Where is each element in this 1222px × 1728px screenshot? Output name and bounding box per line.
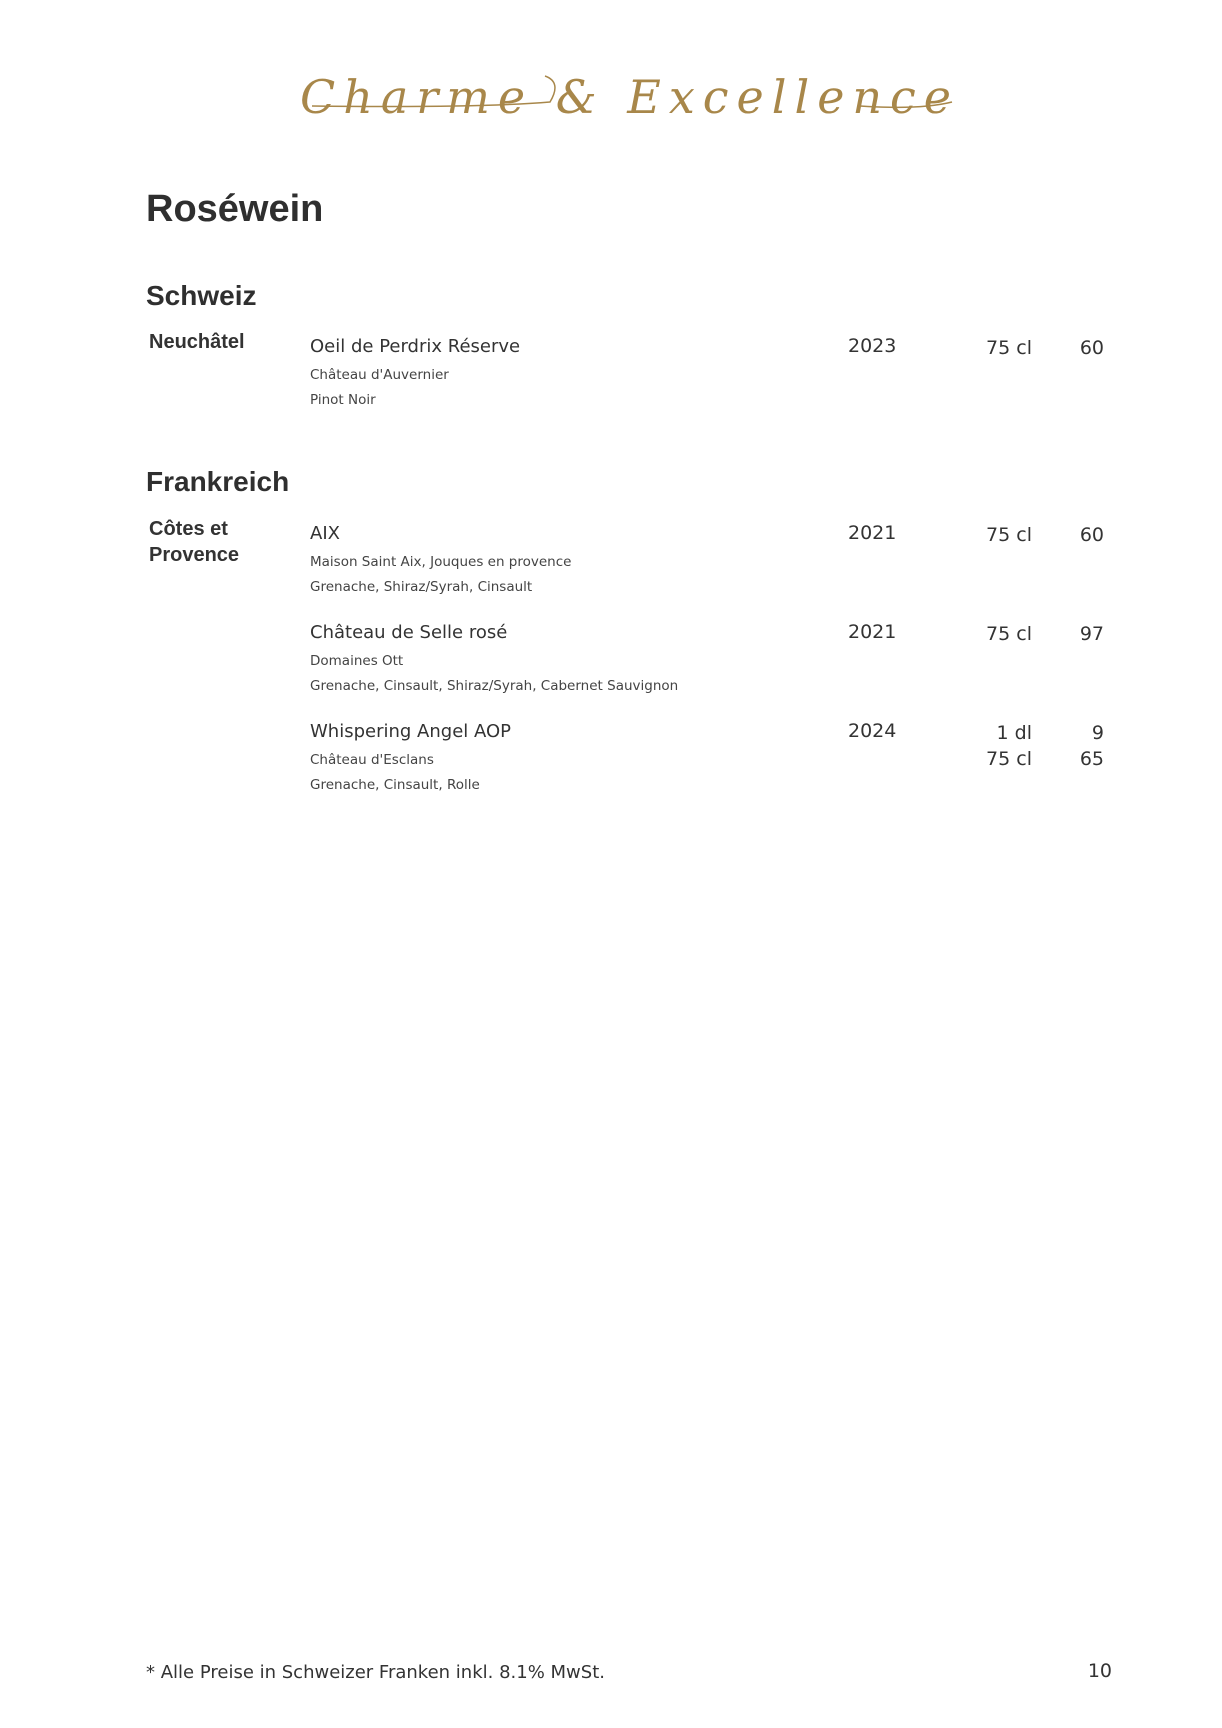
logo-text: Charme & Excellence	[300, 70, 960, 124]
country-heading: Schweiz	[146, 280, 257, 311]
wine-price: 9	[1091, 722, 1104, 744]
country-heading: Frankreich	[146, 466, 290, 497]
wine-price-column	[1080, 522, 1104, 548]
wine-year: 2021	[848, 621, 897, 643]
wine-size-column	[986, 720, 1032, 772]
wine-size: 1 dl	[996, 722, 1032, 744]
wine-year: 2024	[848, 720, 897, 742]
wine-size-column	[986, 522, 1032, 548]
wine-name: Château de Selle rosé	[310, 622, 508, 643]
wine-size-column	[986, 335, 1032, 361]
wine-price: 97	[1079, 623, 1104, 645]
wine-price-column	[1080, 621, 1104, 647]
wine-size: 75 cl	[986, 524, 1032, 546]
wine-size-column	[986, 621, 1032, 647]
wine-size: 75 cl	[986, 623, 1032, 645]
region-label: Côtes et Provence	[149, 518, 240, 566]
logo	[300, 62, 960, 132]
price-footnote: * Alle Preise in Schweizer Franken inkl. 8.1% MwSt.	[146, 1662, 605, 1683]
wine-price-column	[1080, 720, 1104, 772]
wine-price: 60	[1079, 337, 1104, 359]
wine-grapes: Grenache, Cinsault, Rolle	[310, 777, 480, 793]
wine-producer: Domaines Ott	[310, 653, 404, 669]
wine-grapes: Pinot Noir	[310, 392, 376, 408]
wine-price: 60	[1079, 524, 1104, 546]
wine-name: Whispering Angel AOP	[310, 721, 512, 742]
wine-name: AIX	[310, 523, 340, 544]
wine-producer: Maison Saint Aix, Jouques en provence	[310, 554, 572, 570]
wine-size: 75 cl	[986, 337, 1032, 359]
wine-size: 75 cl	[986, 748, 1032, 770]
wine-name: Oeil de Perdrix Réserve	[310, 336, 521, 357]
region-label: Neuchâtel	[149, 331, 245, 353]
wine-producer: Château d'Esclans	[310, 752, 434, 768]
wine-grapes: Grenache, Cinsault, Shiraz/Syrah, Cabernet Sauvignon	[310, 678, 679, 694]
wine-year: 2023	[848, 335, 897, 357]
wine-year: 2021	[848, 522, 897, 544]
page-number: 10	[1087, 1660, 1112, 1682]
wine-producer: Château d'Auvernier	[310, 367, 449, 383]
wine-grapes: Grenache, Shiraz/Syrah, Cinsault	[310, 579, 533, 595]
page-title: Roséwein	[146, 188, 324, 230]
wine-price-column	[1080, 335, 1104, 361]
wine-price: 65	[1079, 748, 1104, 770]
